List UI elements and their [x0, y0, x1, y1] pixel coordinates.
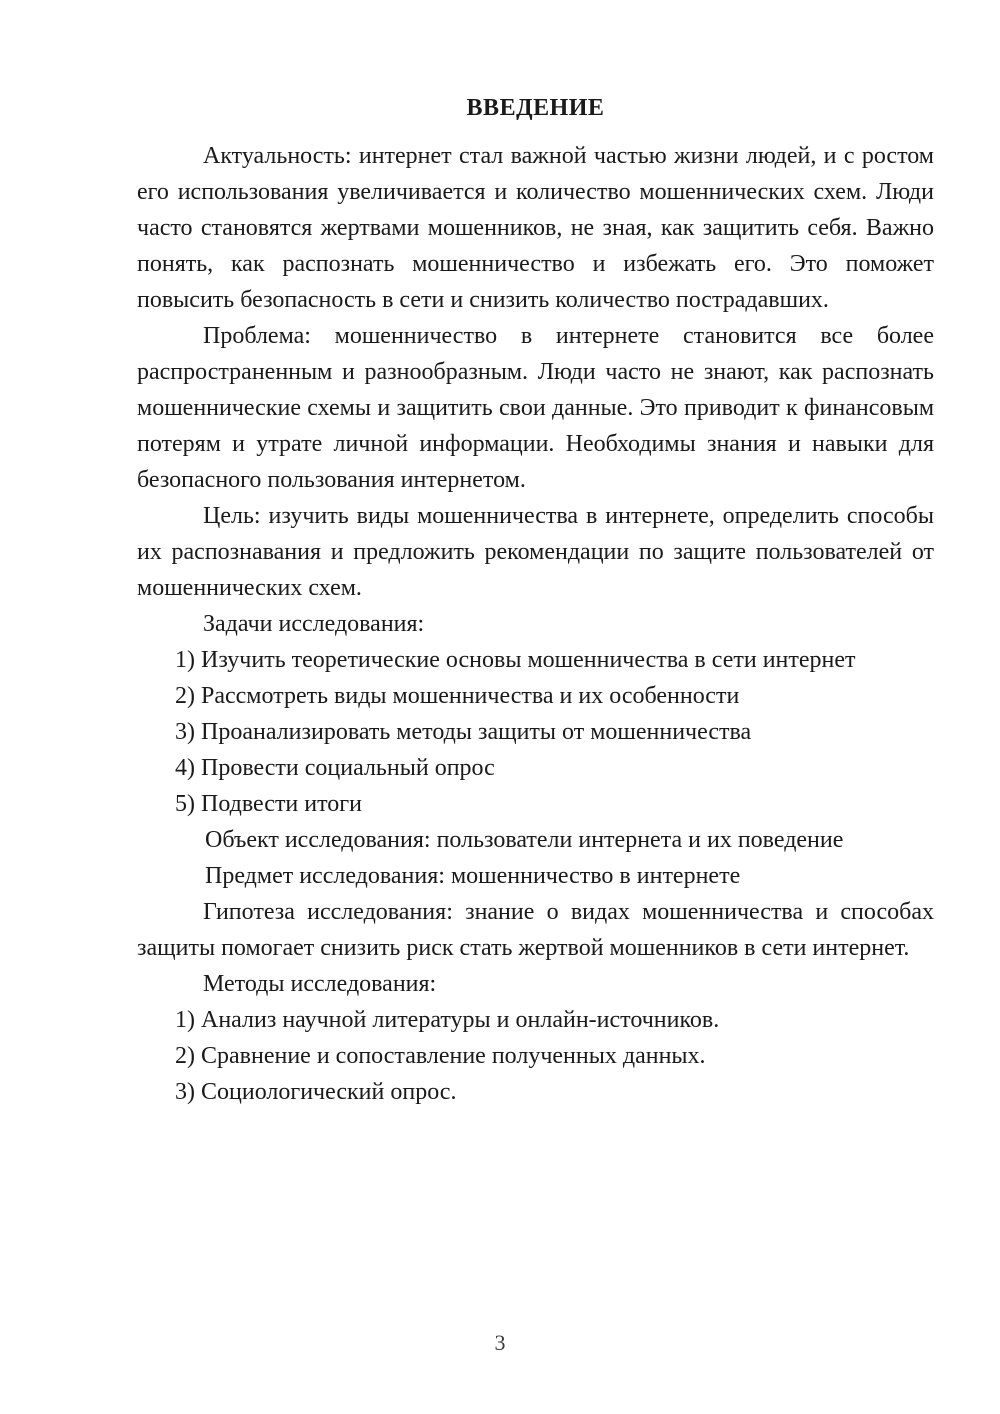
list-item: 4) Провести социальный опрос: [175, 755, 495, 781]
paragraph-problem: Проблема: мошенничество в интернете становится все более распространенным и разнообразным. Люди часто не знают, как распознать мошеннические схемы и защитить свои данные. Это приводит к финансовым потерям и утрате личной информации. Необходимы знания и навыки для безопасного пользования интернетом.: [137, 323, 934, 493]
subject-of-research-line: Предмет исследования: мошенничество в интернете: [205, 863, 741, 889]
object-of-research-line: Объект исследования: пользователи интернета и их поведение: [205, 827, 844, 853]
paragraph-relevance: Актуальность: интернет стал важной частью жизни людей, и с ростом его использования увеличивается и количество мошеннических схем. Люди часто становятся жертвами мошенников, не зная, как защитить себя. Важно понять, как распознать мошенничество и избежать его. Это поможет повысить безопасность в сети и снизить количество пострадавших.: [137, 143, 934, 313]
page-number: 3: [494, 1330, 506, 1355]
page-title: ВВЕДЕНИЕ: [466, 95, 605, 121]
list-item: 1) Изучить теоретические основы мошенничества в сети интернет: [175, 647, 856, 673]
list-item: 1) Анализ научной литературы и онлайн-источников.: [175, 1007, 720, 1033]
list-item: 3) Социологический опрос.: [175, 1079, 457, 1105]
paragraph-hypothesis: Гипотеза исследования: знание о видах мошенничества и способах защиты помогает снизить риск стать жертвой мошенников в сети интернет.: [137, 899, 934, 961]
document-body: [137, 90, 934, 1110]
paragraph-goal: Цель: изучить виды мошенничества в интернете, определить способы их распознавания и предложить рекомендации по защите пользователей от мошеннических схем.: [137, 503, 934, 601]
list-item: 2) Сравнение и сопоставление полученных данных.: [175, 1043, 706, 1069]
list-item: 2) Рассмотреть виды мошенничества и их особенности: [175, 683, 740, 709]
methods-heading: Методы исследования:: [203, 971, 437, 997]
list-item: 3) Проанализировать методы защиты от мошенничества: [175, 719, 752, 745]
list-item: 5) Подвести итоги: [175, 791, 362, 817]
tasks-heading: Задачи исследования:: [203, 611, 425, 637]
